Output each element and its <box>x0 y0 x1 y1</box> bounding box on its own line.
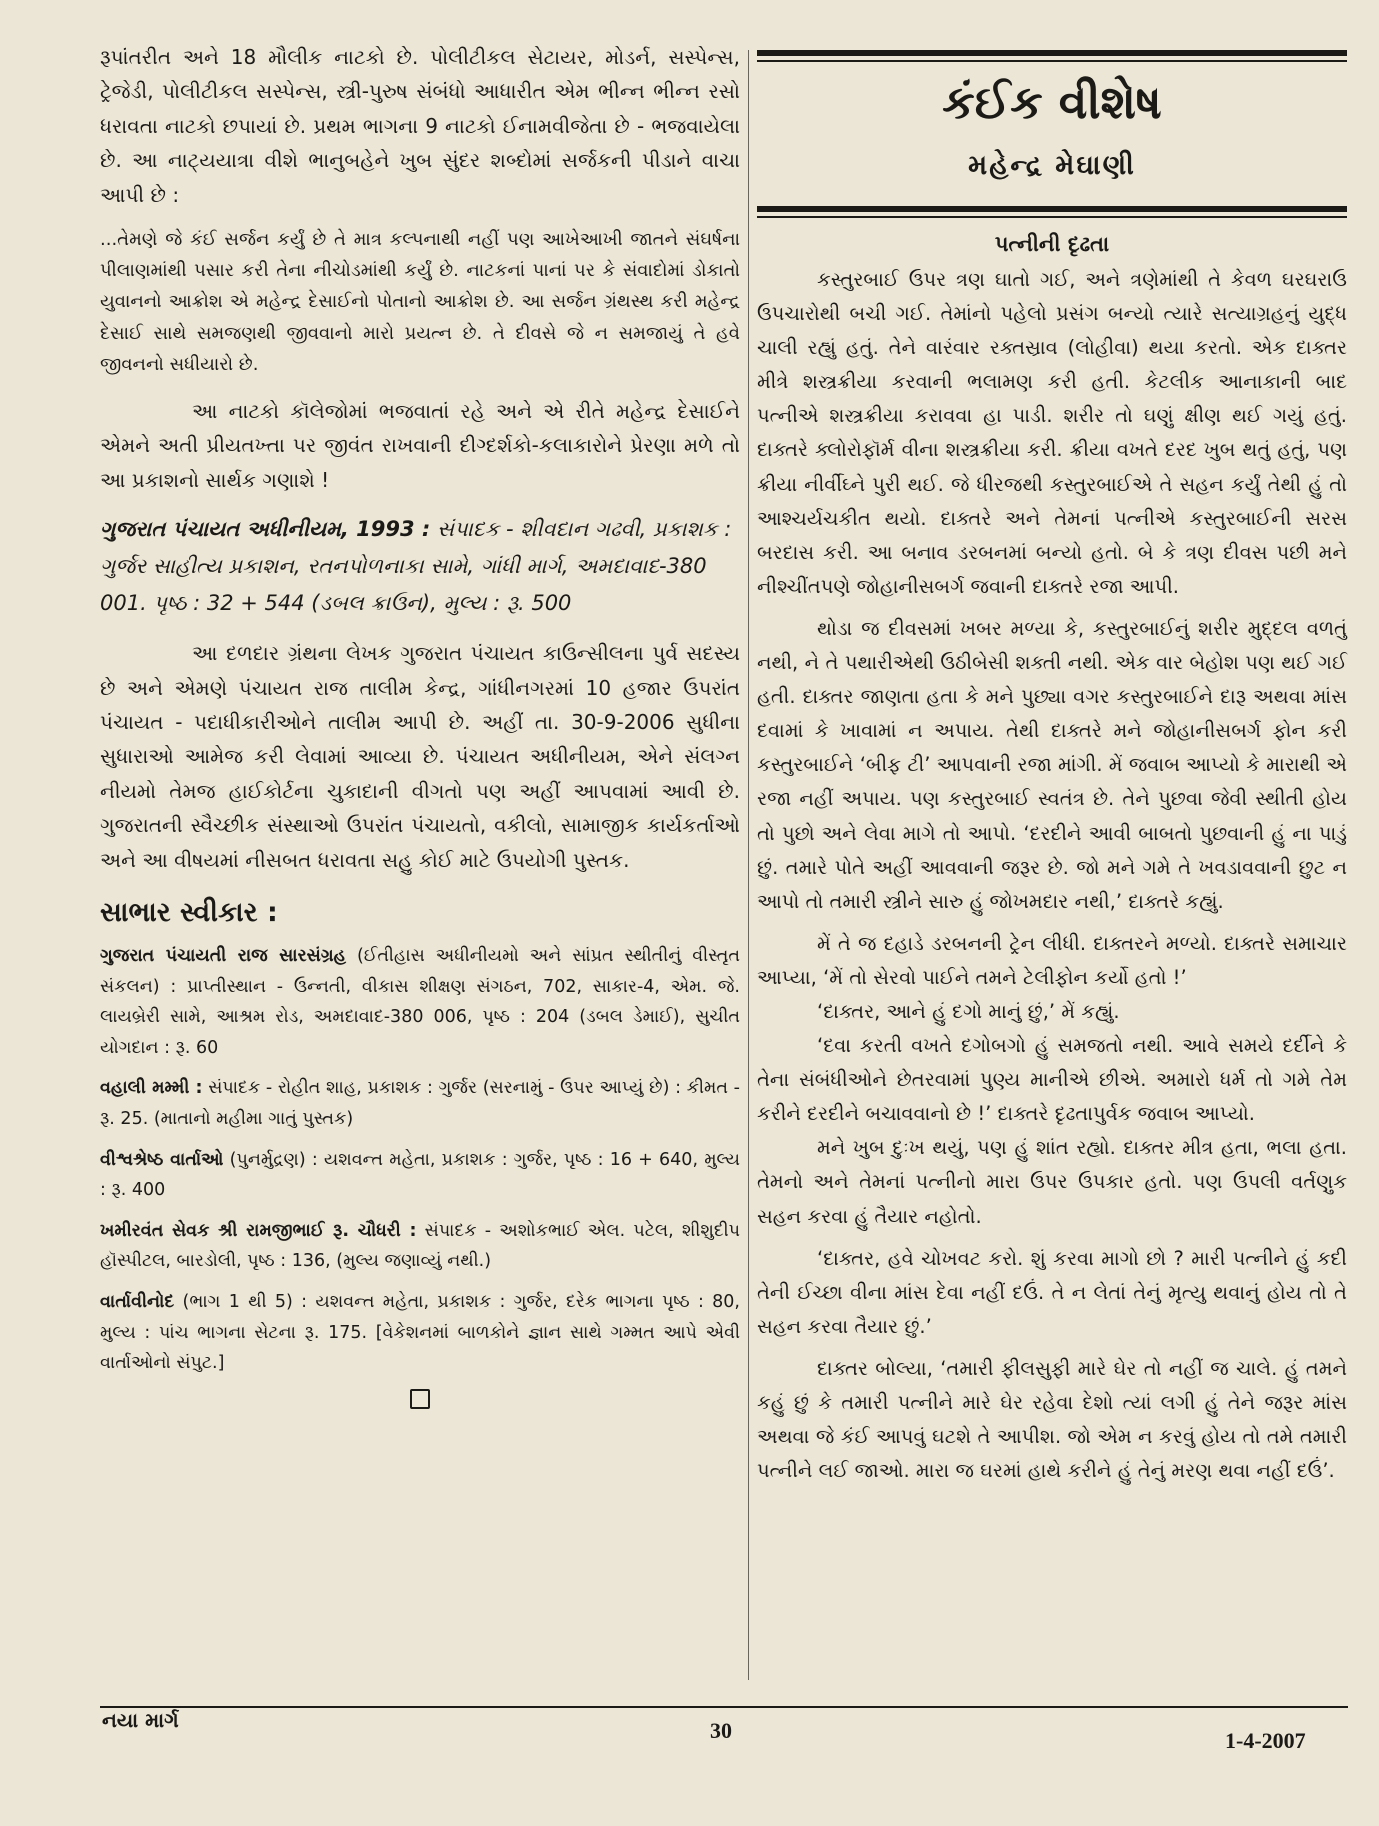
header-rule-top <box>757 50 1347 56</box>
book-citation <box>100 511 740 622</box>
ack-text: (પુનર્મુદ્રણ) : યશવન્ત મહેતા, પ્રકાશક : ગુર્જર, પૃષ્ઠ : 16 + 640, મુલ્ય : રૂ. 400 <box>100 1149 740 1201</box>
ack-title: વાર્તાવીનોદ <box>100 1292 175 1313</box>
issue-date: 1-4-2007 <box>1225 1728 1306 1753</box>
article-paragraph: મેં તે જ દહાડે ડરબનની ટ્રેન લીધી. દાક્તરને મળ્યો. દાક્તરે સમાચાર આપ્યા, ‘મેં તો સેરવો પાઈને તમને ટેલીફોન કર્યો હતો !’ <box>757 931 1347 989</box>
right-column <box>757 40 1347 1488</box>
article-paragraph: દાક્તર બોલ્યા, ‘તમારી ફીલસુફી મારે ઘેર તો નહીં જ ચાલે. હું તમને કહું છું કે તમારી પત્નીને મારે ઘેર રહેવા દેશો ત્યાં લગી હું તેને જરૂર માંસ અથવા જે કંઈ આપવું ઘટશે તે આપીશ. જો એમ ન કરવું હોય તો તમે તમારી પત્નીને લઈ જાઓ. મારા જ ઘરમાં હાથે કરીને હું તેનું મરણ થવા નહીં દઉં’. <box>757 1356 1347 1483</box>
article-paragraph: ‘દાક્તર, હવે ચોખવટ કરો. શું કરવા માગો છો ? મારી પત્નીને હું કદી તેની ઈચ્છા વીના માંસ દેવા નહીં દઉં. તે ન લેતાં તેનું મૃત્યુ થવાનું હોય તો તે સહન કરવા તૈયાર છું.’ <box>757 1246 1347 1338</box>
column-title: કંઈક વીશેષ <box>942 75 1162 129</box>
acknowledgement-item <box>100 1216 740 1277</box>
acknowledgement-item <box>100 1145 740 1206</box>
end-square-icon <box>410 1389 430 1409</box>
article-title: પત્નીની દૃઢતા <box>994 232 1110 256</box>
acknowledgement-item <box>100 1073 740 1134</box>
article-paragraph: ‘દાક્તર, આને હું દગો માનું છું,’ મેં કહ્યું. <box>817 999 1120 1023</box>
page-number: 30 <box>710 1718 732 1743</box>
column-author: મહેન્દ્ર મેઘાણી <box>968 150 1136 181</box>
left-column <box>100 40 740 1409</box>
book-review-paragraph: આ દળદાર ગ્રંથના લેખક ગુજરાત પંચાયત કાઉન્સીલના પુર્વ સદસ્ય છે અને એમણે પંચાયત રાજ તાલીમ કેન્દ્ર, ગાંધીનગરમાં 10 હજાર ઉપરાંત પંચાયત - પદાધીકારીઓને તાલીમ આપી છે. અહીં તા. 30-9-2006 સુધીના સુધારાઓ આમેજ કરી લેવામાં આવ્યા છે. પંચાયત અધીનીયમ, એને સંલગ્ન નીયમો તેમજ હાઈકોર્ટના ચુકાદાની વીગતો પણ અહીં આપવામાં આવી છે. ગુજરાતની સ્વૈચ્છીક સંસ્થાઓ ઉપરાંત પંચાયતો, વકીલો, સામાજીક કાર્યકર્તાઓ અને આ વીષયમાં નીસબત ધરાવતા સહુ કોઈ માટે ઉપયોગી પુસ્તક. <box>100 641 740 872</box>
article-paragraph: થોડા જ દીવસમાં ખબર મળ્યા કે, કસ્તુરબાઈનું શરીર મુદ્દલ વળતું નથી, ને તે પથારીએથી ઉઠીબેસી શક્તી નથી. એક વાર બેહોશ પણ થઈ ગઈ હતી. દાક્તર જાણતા હતા કે મને પુછ્યા વગર કસ્તુરબાઈને દારૂ અથવા માંસ દવામાં કે ખાવામાં ન અપાય. તેથી દાક્તરે મને જોહાનીસબર્ગ ફોન કરી કસ્તુરબાઈને ‘બીફ ટી’ આપવાની રજા માંગી. મેં જવાબ આપ્યો કે મારાથી એ રજા નહીં અપાય. પણ કસ્તુરબાઈ સ્વતંત્ર છે. તેને પુછવા જેવી સ્થીતી હોય તો પુછો અને લેવા માગે તો આપો. ‘દરદીને આવી બાબતો પુછવાની હું ના પાડું છું. તમારે પોતે અહીં આવવાની જરૂર છે. જો મને ગમે તે ખવડાવવાની છુટ ન આપો તો તમારી સ્ત્રીને સારુ હું જોખમદાર નથી,’ દાક્તરે કહ્યું. <box>757 616 1347 913</box>
ack-text: (ઈતીહાસ અધીનીયમો અને સાંપ્રત સ્થીતીનું વીસ્તૃત સંકલન) : પ્રાપ્તીસ્થાન - ઉન્નતી, વીકાસ શીક્ષણ સંગઠન, 702, સાકાર-4, એમ. જે. લાયબ્રેરી સામે, આશ્રમ રોડ, અમદાવાદ-380 006, પૃષ્ઠ : 204 (ડબલ ડેમાઈ), સુચીત યોગદાન : રૂ. 60 <box>100 946 741 1058</box>
closing-paragraph: આ નાટકો કૉલેજોમાં ભજવાતાં રહે અને એ રીતે મહેન્દ્ર દેસાઈને એમને અતી પ્રીયતખ્તા પર જીવંત રાખવાની દીગ્દર્શકો-કલાકારોને પ્રેરણા મળે તો આ પ્રકાશનો સાર્થક ગણાશે ! <box>100 399 740 492</box>
article-paragraph: કસ્તુરબાઈ ઉપર ત્રણ ઘાતો ગઈ, અને ત્રણેમાંથી તે કેવળ ઘરઘરાઉ ઉપચારોથી બચી ગઈ. તેમાંનો પહેલો પ્રસંગ બન્યો ત્યારે સત્યાગ્રહનું યુદ્ધ ચાલી રહ્યું હતું. તેને વારંવાર રક્તસ્રાવ (લોહીવા) થયા કરતો. એક દાક્તર મીત્રે શસ્ત્રક્રીયા કરવાની ભલામણ કરી હતી. કેટલીક આનાકાની બાદ પત્નીએ શસ્ત્રક્રીયા કરાવવા હા પાડી. શરીર તો ઘણું ક્ષીણ થઈ ગયું હતું. દાક્તરે ક્લોરોફૉર્મ વીના શસ્ત્રક્રીયા કરી. ક્રીયા વખતે દરદ ખુબ થતું હતું, પણ ક્રીયા નીર્વીઘ્ને પુરી થઈ. જે ધીરજથી કસ્તુરબાઈએ તે સહન કર્યું તેથી હું તો આશ્ચર્યચકીત થયો. દાક્તરે અને તેમનાં પત્નીએ કસ્તુરબાઈની સરસ બરદાસ કરી. આ બનાવ ડરબનમાં બન્યો હતો. બે કે ત્રણ દીવસ પછી મને નીશ્ચીંતપણે જોહાનીસબર્ગ જવાની દાક્તરે રજા આપી. <box>757 268 1347 598</box>
ack-text: સંપાદક - રોહીત શાહ, પ્રકાશક : ગુર્જર (સરનામું - ઉપર આપ્યું છે) : કીમત - રૂ. 25. (માતાનો મહીમા ગાતું પુસ્તક) <box>100 1078 740 1130</box>
acknowledgement-list <box>100 941 740 1379</box>
header-rule-bottom <box>757 206 1347 212</box>
header-rule-bottom-group <box>757 206 1347 218</box>
book-details: સંપાદક - શીવદાન ગઢવી, પ્રકાશક : ગુર્જર સાહીત્ય પ્રકાશન, રતનપોળનાકા સામે, ગાંધી માર્ગ, અમદાવાદ-380 001. પૃષ્ઠ : 32 + 544 (ડબલ ક્રાઉન), મુલ્ય : રૂ. 500 <box>100 517 732 616</box>
ack-title: વીશ્વશ્રેષ્ઠ વાર્તાઓ <box>100 1149 224 1170</box>
acknowledgement-item <box>100 1287 740 1379</box>
header-rule-top-thin <box>757 60 1347 62</box>
magazine-name: નયા માર્ગ <box>102 1708 179 1732</box>
ack-text: (ભાગ 1 થી 5) : યશવન્ત મહેતા, પ્રકાશક : ગુર્જર, દરેક ભાગના પૃષ્ઠ : 80, મુલ્ય : પાંચ ભાગના સેટના રૂ. 175. [વેકેશનમાં બાળકોને જ્ઞાન સાથે ગમ્મત આપે એવી વાર્તાઓનો સંપુટ.] <box>100 1292 740 1374</box>
article-paragraph: ‘દવા કરતી વખતે દગોબગો હું સમજતો નથી. આવે સમયે દર્દીને કે તેના સંબંધીઓને છેતરવામાં પુણ્ય માનીએ છીએ. અમારો ધર્મ તો ગમે તેમ કરીને દરદીને બચાવવાનો છે !’ દાક્તરે દૃઢતાપુર્વક જવાબ આપ્યો. <box>757 1034 1347 1126</box>
column-divider <box>748 50 749 1680</box>
column-header <box>757 40 1347 218</box>
article-body <box>757 263 1347 1488</box>
intro-paragraph: રૂપાંતરીત અને 18 મૌલીક નાટકો છે. પોલીટીકલ સેટાયર, મોડર્ન, સસ્પેન્સ, ટ્રેજેડી, પોલીટીકલ સસ્પેન્સ, સ્ત્રી-પુરુષ સંબંધો આધારીત એમ ભીન્ન ભીન્ન રસો ધરાવતા નાટકો છપાયાં છે. પ્રથમ ભાગના 9 નાટકો ઈનામવીજેતા છે - ભજવાયેલા છે. આ નાટ્યયાત્રા વીશે ભાનુબહેને ખુબ સુંદર શબ્દોમાં સર્જકની પીડાને વાચા આપી છે : <box>100 45 740 207</box>
header-rule-bottom-thin <box>757 216 1347 218</box>
ack-text: સંપાદક - અશોકભાઈ એલ. પટેલ, શીશુદીપ હૉસ્પીટલ, બારડોલી, પૃષ્ઠ : 136, (મુલ્ય જણાવ્યું નથી.) <box>100 1220 740 1272</box>
article-paragraph: મને ખુબ દુઃખ થયું, પણ હું શાંત રહ્યો. દાક્તર મીત્ર હતા, ભલા હતા. તેમનો અને તેમનાં પત્નીનો મારા ઉપર ઉપકાર હતો. પણ ઉપલી વર્તણુક સહન કરવા હું તૈયાર નહોતો. <box>757 1136 1347 1228</box>
footer-rule <box>100 1706 1348 1708</box>
acknowledgement-heading: સાભાર સ્વીકાર : <box>100 897 278 929</box>
ack-title: ખમીરવંત સેવક શ્રી રામજીભાઈ રૂ. ચૌધરી : <box>100 1220 417 1241</box>
book-title: ગુજરાત પંચાયત અધીનીયમ, 1993 : <box>100 517 431 542</box>
acknowledgement-item <box>100 941 740 1063</box>
ack-title: વહાલી મમ્મી : <box>100 1078 203 1099</box>
quoted-passage: ...તેમણે જે કંઈ સર્જન કર્યું છે તે માત્ર કલ્પનાથી નહીં પણ આખેઆખી જાતને સંઘર્ષના પીલાણમાંથી પસાર કરી તેના નીચોડમાંથી કર્યું છે. નાટકનાં પાનાં પર કે સંવાદોમાં ડોકાતો યુવાનનો આક્રોશ એ મહેન્દ્ર દેસાઈનો પોતાનો આક્રોશ છે. આ સર્જન ગ્રંથસ્થ કરી મહેન્દ્ર દેસાઈ સાથે સમજણથી જીવવાનો મારો પ્રયત્ન છે. તે દીવસે જે ન સમજાયું તે હવે જીવનનો સધીયારો છે. <box>100 229 740 375</box>
ack-title: ગુજરાત પંચાયતી રાજ સારસંગ્રહ <box>100 946 347 967</box>
